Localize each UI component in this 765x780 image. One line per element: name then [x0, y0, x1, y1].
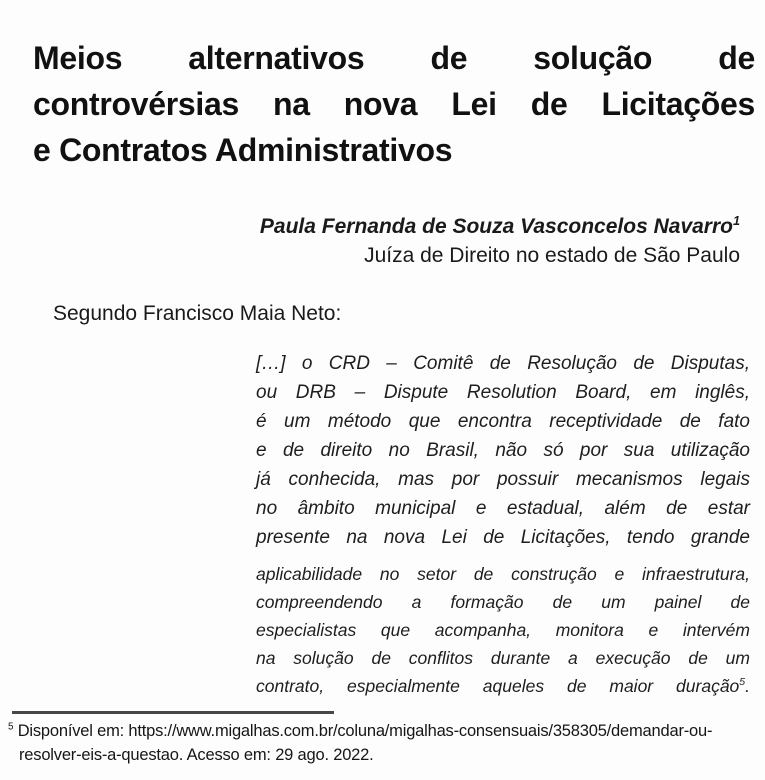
article-title	[33, 35, 755, 173]
author-footnote-ref: 1	[732, 214, 740, 228]
quote-line: na solução de conflitos durante a execução de um	[256, 648, 750, 668]
quote-line: aplicabilidade no setor de construção e infraestrutura,	[256, 564, 750, 584]
footnote-line-2: resolver-eis-a-questao. Acesso em: 29 ago. 2022.	[19, 746, 374, 764]
author-role: Juíza de Direito no estado de São Paulo	[364, 244, 740, 267]
author-name-line	[260, 212, 740, 241]
quote-last-line-suffix: .	[745, 676, 750, 696]
footnote-text-1: Disponível em: https://www.migalhas.com.br/coluna/migalhas-consensuais/358305/demandar-ou-	[17, 722, 713, 740]
quote-line: e de direito no Brasil, não só por sua utilização	[256, 440, 750, 461]
quote-line: compreendendo a formação de um painel de	[256, 592, 750, 612]
quote-footnote-ref: 5	[739, 676, 746, 689]
title-line: controvérsias na nova Lei de Licitações	[33, 86, 755, 123]
quote-last-line-text: contrato, especialmente aqueles de maior duração	[256, 676, 740, 696]
quote-line: presente na nova Lei de Licitações, tendo grande	[256, 527, 750, 548]
footnote-marker: 5	[8, 721, 14, 733]
quote-paragraph-1	[256, 349, 750, 552]
lead-in-text: Segundo Francisco Maia Neto:	[53, 302, 342, 325]
author-name: Paula Fernanda de Souza Vasconcelos Navarro	[259, 215, 733, 238]
quote-line: no âmbito municipal e estadual, além de estar	[256, 498, 750, 519]
quote-paragraph-2	[256, 560, 750, 700]
quote-line: […] o CRD – Comitê de Resolução de Disputas,	[256, 353, 750, 374]
quote-line: ou DRB – Dispute Resolution Board, em inglês,	[256, 382, 750, 403]
quote-line: é um método que encontra receptividade de fato	[256, 411, 750, 432]
footnote-line-1	[8, 719, 712, 743]
quote-last-line	[256, 672, 750, 700]
title-line: e Contratos Administrativos	[33, 132, 453, 169]
quote-line: especialistas que acompanha, monitora e intervém	[256, 620, 750, 640]
title-line: Meios alternativos de solução de	[33, 40, 755, 77]
footnote-separator-rule	[12, 711, 334, 714]
quote-block	[256, 349, 750, 700]
author-block	[260, 212, 740, 270]
footnote	[8, 719, 712, 767]
quote-line: já conhecida, mas por possuir mecanismos legais	[256, 469, 750, 490]
